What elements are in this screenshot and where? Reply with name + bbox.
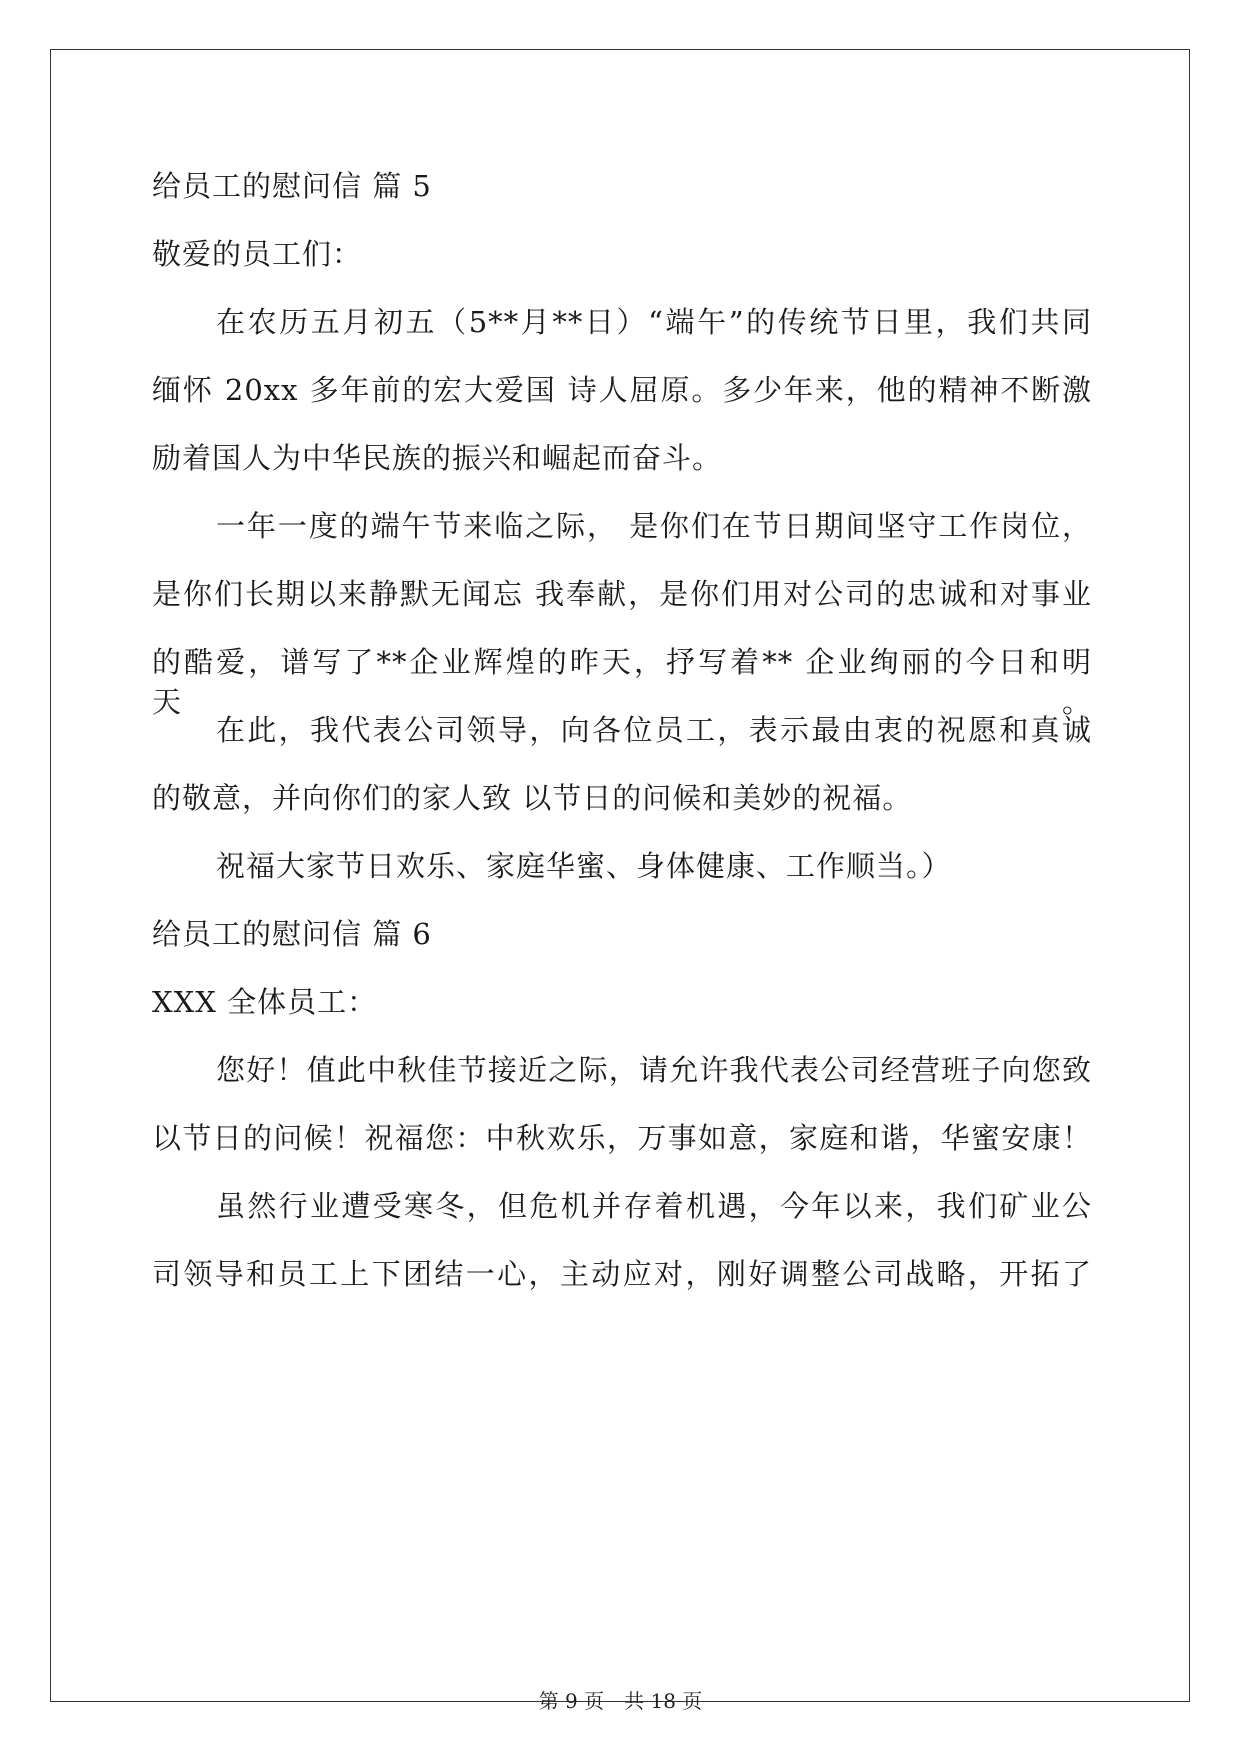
section-heading-6: 给员工的慰问信 篇 6 — [152, 917, 432, 951]
section-heading-5: 给员工的慰问信 篇 5 — [152, 169, 432, 203]
paragraph-line: 司领导和员工上下团结一心，主动应对，刚好调整公司战略，开拓了 — [152, 1257, 1092, 1291]
paragraph-line: 您好！值此中秋佳节接近之际，请允许我代表公司经营班子向您致 — [216, 1053, 1092, 1087]
paragraph-line: 的酷爱，谱写了**企业辉煌的昨天，抒写着** 企业绚丽的今日和明天。 — [152, 645, 1092, 719]
paragraph-line: 一年一度的端午节来临之际， 是你们在节日期间坚守工作岗位， — [216, 509, 1092, 543]
paragraph-line: 祝福大家节日欢乐、家庭华蜜、身体健康、工作顺当。） — [216, 849, 952, 883]
paragraph-line: 的敬意，并向你们的家人致 以节日的问候和美妙的祝福。 — [152, 781, 913, 815]
page-total: 共 18 页 — [624, 1689, 703, 1713]
paragraph-line: 是你们长期以来静默无闻忘 我奉献，是你们用对公司的忠诚和对事业 — [152, 577, 1092, 611]
page-number: 第 9 页 — [538, 1689, 605, 1713]
paragraph-line: 虽然行业遭受寒冬，但危机并存着机遇，今年以来，我们矿业公 — [216, 1189, 1092, 1223]
paragraph-line: 在此，我代表公司领导，向各位员工，表示最由衷的祝愿和真诚 — [216, 713, 1092, 747]
paragraph-line: 缅怀 20xx 多年前的宏大爱国 诗人屈原。多少年来，他的精神不断激 — [152, 373, 1092, 407]
paragraph-line: 励着国人为中华民族的振兴和崛起而奋斗。 — [152, 441, 723, 475]
paragraph-line: 以节日的问候！祝福您：中秋欢乐，万事如意，家庭和谐，华蜜安康！ — [152, 1121, 1092, 1155]
paragraph-line: 在农历五月初五（5**月**日）“端午”的传统节日里，我们共同 — [216, 305, 1092, 339]
salutation: XXX 全体员工： — [152, 985, 378, 1019]
page-footer — [0, 1688, 1241, 1714]
salutation: 敬爱的员工们： — [152, 237, 363, 271]
